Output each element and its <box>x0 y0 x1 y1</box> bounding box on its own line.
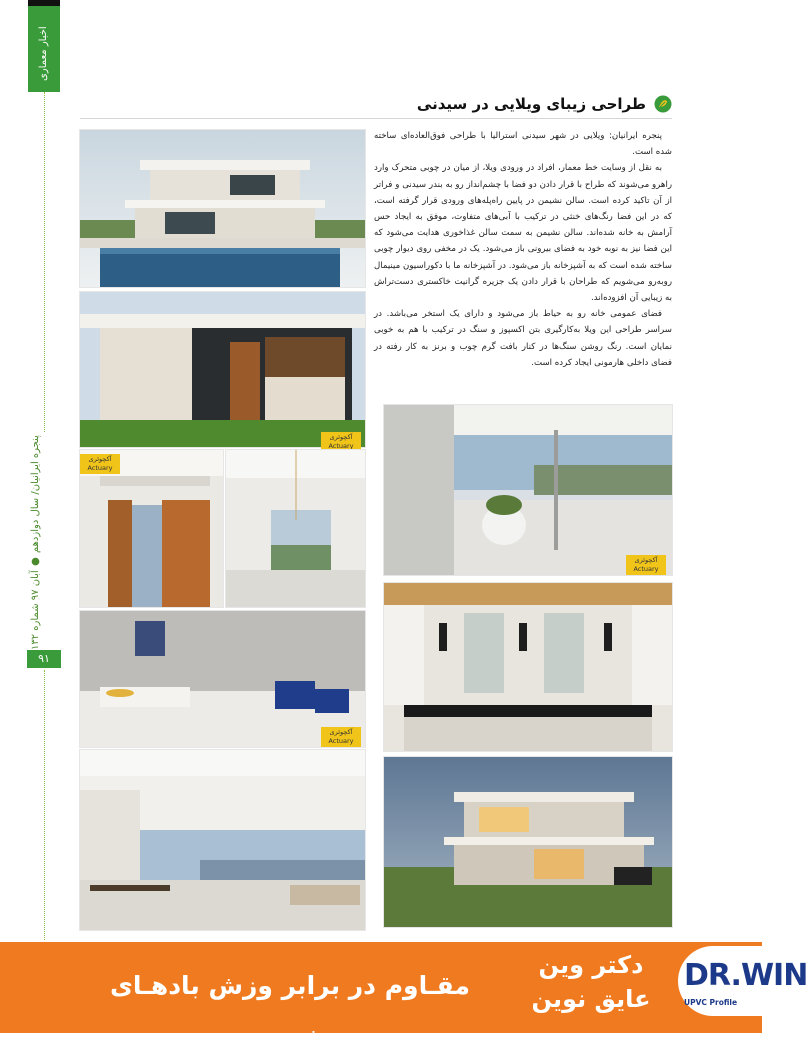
page-number: ۹۱ <box>27 650 61 668</box>
article-paragraph: پنجره ایرانیان: ویلایی در شهر سیدنی استرالیا با طراحی فوق‌العاده‌ای ساخته شده است. <box>374 131 672 158</box>
photo-badge-text: آکچوئری <box>329 728 353 736</box>
photo-night-exterior <box>384 757 672 927</box>
photo-badge-sub: Actuary <box>328 442 354 450</box>
photo-badge <box>321 727 361 747</box>
leaf-icon <box>654 95 672 113</box>
photo-dining-room <box>80 750 365 930</box>
photo-doorway <box>80 450 223 607</box>
article-title: طراحی زیبای ویلایی در سیدنی <box>416 95 646 113</box>
photo-badge-text: آکچوئری <box>88 455 112 463</box>
photo-entrance <box>80 292 365 450</box>
photo-badge-text: آکچوئری <box>329 433 353 441</box>
photo-badge-sub: Actuary <box>633 565 659 573</box>
article-paragraph: به نقل از وسایت خط معمار، افراد در ورودی ویلا، از میان در چوبی متحرک وارد راهرو می‌شوند که طراح با قرار دادن دو فضا با چشم‌انداز رو به بندر سیدنی و فراتر از آن تاکید کرده است. سالن نشیمن در پایین راه‌پله‌های ورودی قرار گرفته است، که در این فضا رنگ‌های خنثی در ترکیب با آبی‌های متفاوت، موفق به ایجاد حس آرامش به خانه شده‌اند. سالن نشیمن به سمت سالن غذاخوری هدایت می‌شود که این فضا نیز به نوبه خود به فضای بیرونی باز می‌شود. یک در مخفی روی دیوار چوبی ساخته شده است که به آشپزخانه باز می‌شود. در آشپزخانه ما با دکوراسیون مینیمال روبه‌رو می‌شویم که طراحان با قرار دادن یک جزیره گرانیت خاکستری دست‌تراش به زیبایی آن افزوده‌اند. <box>374 163 672 304</box>
photo-bathroom <box>384 583 672 751</box>
section-tab <box>28 0 60 92</box>
brand-line-2: عایق نوین <box>531 985 651 1013</box>
title-divider <box>80 118 672 119</box>
section-tab-label: اخبار معماری <box>38 26 49 82</box>
margin-rule-bottom <box>44 670 45 940</box>
photo-badge-sub: Actuary <box>328 737 354 745</box>
photo-living-room <box>80 611 365 747</box>
banner-brand <box>512 948 670 1016</box>
article-paragraph: فضای عمومی خانه رو به حیاط باز می‌شود و دارای یک استخر می‌باشد. در سراسر طراحی این ویلا به‌کارگیری بتن اکسپوز و سنگ در ترکیب با هم به خوبی نمایان است. رنگ روشن سنگ‌ها در کنار بافت گرم چوب و برنز به کار رفته در فضای داخلی هارمونی ایجاد کرده است. <box>374 309 672 368</box>
drwin-logo: DR.WIN <box>684 958 807 993</box>
photo-hall <box>226 450 365 607</box>
margin-rule-top <box>44 92 45 432</box>
article-header <box>417 92 672 116</box>
photo-badge <box>321 432 361 452</box>
photo-badge-text: آکچوئری <box>634 556 658 564</box>
photo-terrace <box>384 405 672 575</box>
photo-pool-exterior <box>80 130 365 287</box>
photo-badge <box>80 454 120 474</box>
banner-slogan: مقـاوم در برابر وزش بادهـای <box>110 971 470 1000</box>
drwin-logo-sub: UPVC Profile <box>684 998 738 1007</box>
photo-badge-sub: Actuary <box>87 464 113 472</box>
article-body <box>374 128 672 371</box>
brand-line-1: دکتر وین <box>538 951 644 979</box>
page-footer <box>0 1033 762 1045</box>
issue-caption: پنجره ایرانیان/ سال دوازدهم ● آبان ۹۷ شماره ۱۳۲ <box>30 435 41 650</box>
photo-badge <box>626 555 666 575</box>
